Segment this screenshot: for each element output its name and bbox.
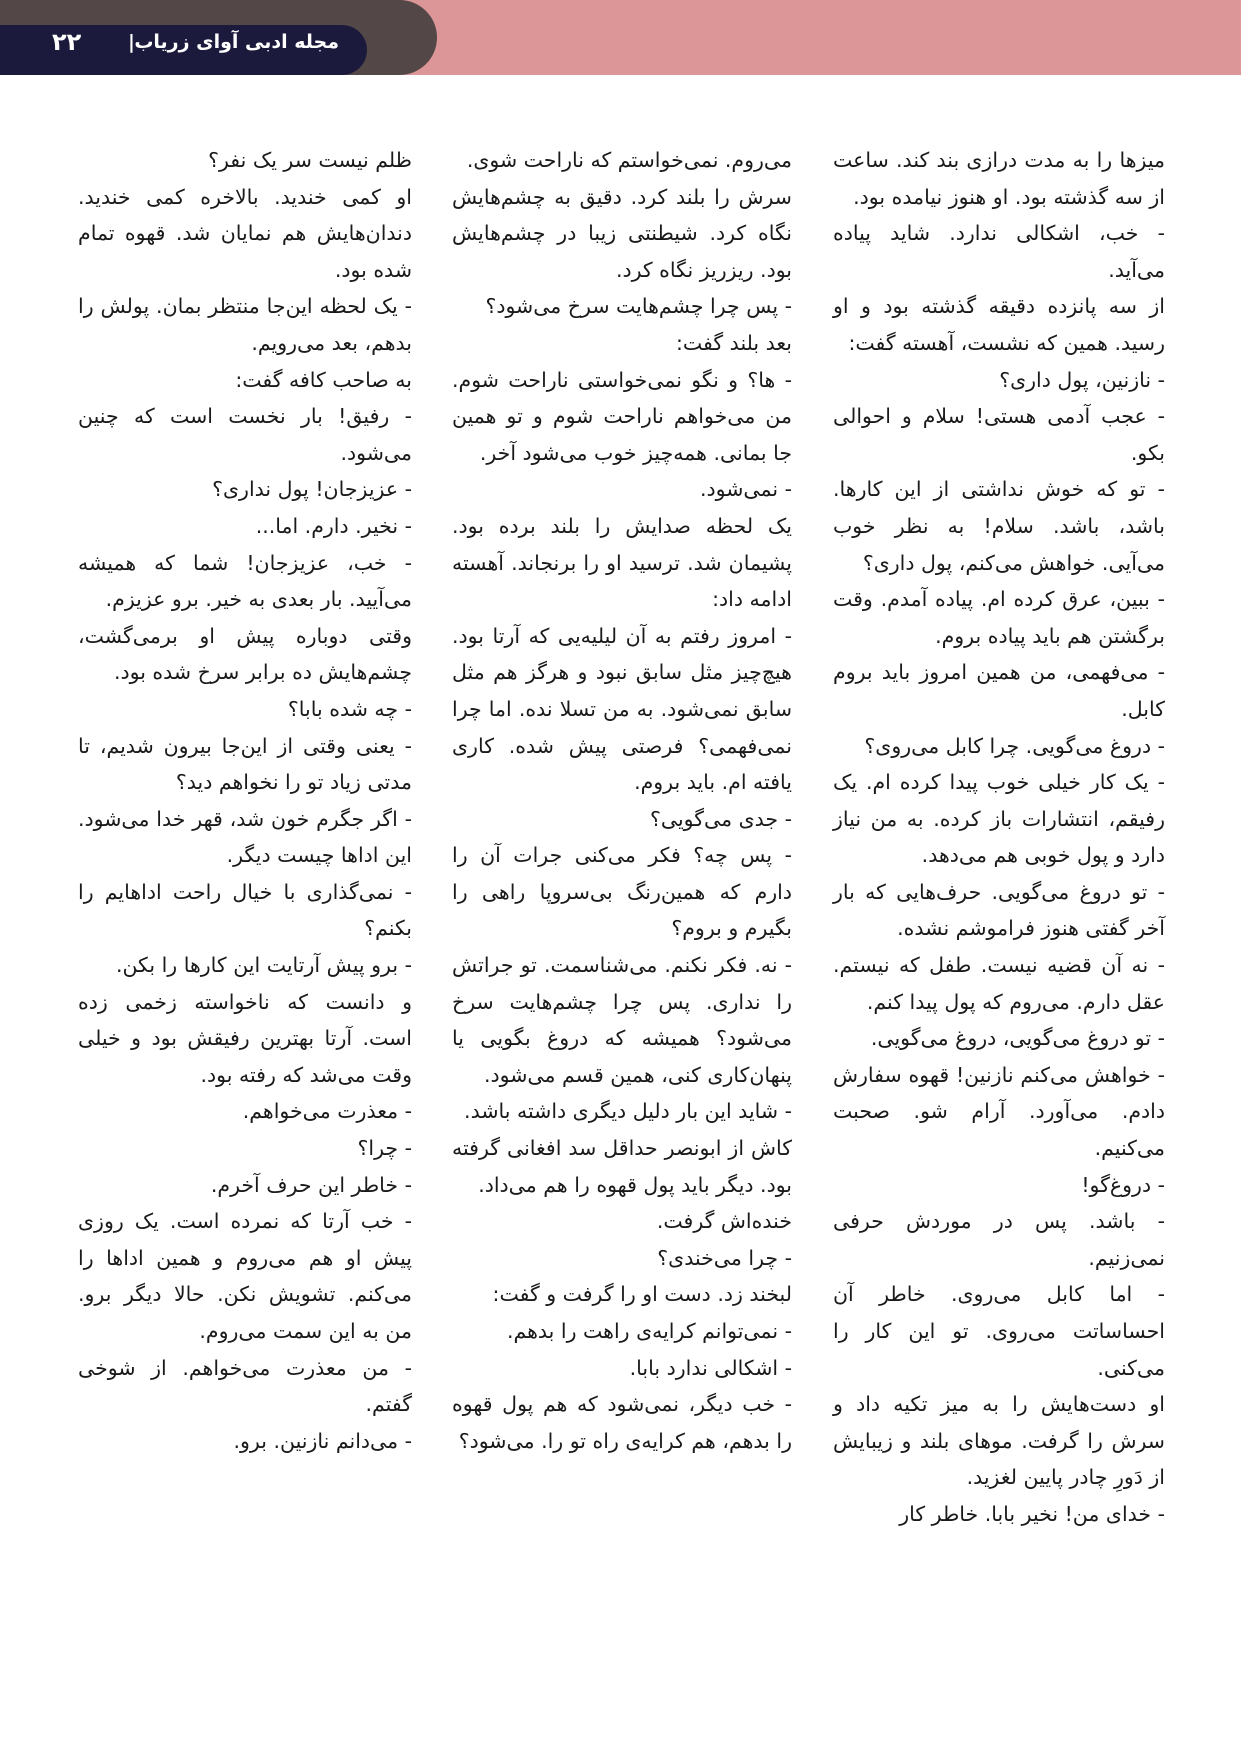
paragraph: - عزیزجان! پول نداری؟	[212, 477, 412, 502]
paragraph: - خب دیگر، نمی‌شود که هم پول قهوه را بدهم، هم کرایه‌ی راه تو را. می‌شود؟	[452, 1392, 792, 1453]
paragraph: - برو پیش آرتایت این کارها را بکن.	[115, 953, 412, 978]
paragraph: - یک کار خیلی خوب پیدا کرده ام. یک رفیقم، انتشارات باز کرده. به من نیاز دارد و پول خوبی هم می‌دهد.	[833, 770, 1165, 868]
paragraph: - خدای من! نخیر بابا. خاطر کار	[899, 1501, 1165, 1526]
paragraph: - جدی می‌گویی؟	[650, 806, 792, 831]
paragraph: - پس چه؟ فکر می‌کنی جرات آن را دارم که همین‌رنگ بی‌سروپا راهی را بگیرم و بروم؟	[452, 843, 792, 941]
paragraph: - ببین، عرق کرده ام. پیاده آمدم. وقت برگشتن هم باید پیاده بروم.	[833, 587, 1165, 648]
paragraph: کاش از ابونصر حداقل سد افغانی گرفته بود. دیگر باید پول قهوه را هم می‌داد.	[452, 1136, 792, 1197]
paragraph: - چرا می‌خندی؟	[657, 1245, 792, 1270]
paragraph: - تو که خوش نداشتی از این کارها. باشد، باشد. سلام! به نظر خوب می‌آیی. خواهش می‌کنم، پول داری؟	[833, 477, 1165, 575]
paragraph: - اگر جگرم خون شد، قهر خدا می‌شود. این اداها چیست دیگر.	[78, 806, 412, 868]
paragraph: - نمی‌گذاری با خیال راحت اداهایم را بکنم؟	[78, 879, 412, 941]
paragraph: و دانست که ناخواسته زخمی زده است. آرتا بهترین رفیقش بود و خیلی وقت می‌شد که رفته بود.	[78, 989, 412, 1087]
paragraph: لبخند زد. دست او را گرفت و گفت:	[492, 1282, 792, 1307]
header-separator: |	[128, 31, 135, 53]
paragraph: - دروغ‌گو!	[1081, 1172, 1165, 1197]
paragraph: یک لحظه صدایش را بلند برده بود. پشیمان شد. ترسید او را برنجاند. آهسته ادامه داد:	[452, 513, 792, 612]
paragraph: - پس چرا چشم‌هایت سرخ می‌شود؟	[485, 294, 792, 319]
paragraph: - شاید این بار دلیل دیگری داشته باشد.	[464, 1099, 792, 1124]
paragraph: - نازنین، پول داری؟	[999, 367, 1165, 392]
paragraph: - یک لحظه این‌جا منتظر بمان. پولش را بدهم، بعد می‌رویم.	[78, 294, 412, 355]
paragraph: - می‌دانم نازنین. برو.	[233, 1428, 412, 1453]
paragraph: - اما کابل می‌روی. خاطر آن احساساتت می‌روی. تو این کار را می‌کنی.	[833, 1282, 1165, 1380]
paragraph: بعد بلند گفت:	[676, 330, 792, 355]
paragraph: ظلم نیست سر یک نفر؟	[208, 148, 412, 172]
paragraph: - نه. فکر نکنم. می‌شناسمت. تو جراتش را نداری. پس چرا چشم‌هایت سرخ می‌شود؟ همیشه که دروغ بگویی یا پنهان‌کاری کنی، همین قسم می‌شود.	[452, 953, 792, 1087]
paragraph: خنده‌اش گرفت.	[656, 1209, 792, 1234]
paragraph: - یعنی وقتی از این‌جا بیرون شدیم، تا مدتی زیاد تو را نخواهم دید؟	[78, 733, 412, 795]
paragraph: میزها را به مدت درازی بند کند. ساعت از سه گذشته بود. او هنوز نیامده بود.	[833, 148, 1165, 209]
paragraph: - عجب آدمی هستی! سلام و احوالی بکو.	[833, 404, 1165, 465]
paragraph: می‌روم. نمی‌خواستم که ناراحت شوی.	[466, 148, 792, 172]
magazine-title: مجله ادبی آوای زریاب	[134, 31, 339, 53]
paragraph: وقتی دوباره پیش او برمی‌گشت، چشم‌هایش ده برابر سرخ شده بود.	[78, 623, 412, 685]
paragraph: - چه شده بابا؟	[287, 696, 412, 721]
paragraph: - می‌فهمی، من همین امروز باید بروم کابل.	[833, 660, 1165, 721]
paragraph: - خب آرتا که نمرده است. یک روزی پیش او هم می‌روم و همین اداها را می‌کنم. تشویش نکن. حالا دیگر برو. من به این سمت می‌روم.	[78, 1209, 412, 1343]
paragraph: - معذرت می‌خواهم.	[242, 1099, 412, 1124]
paragraph: - نمی‌شود.	[700, 477, 792, 502]
paragraph: از سه پانزده دقیقه گذشته بود و او رسید. همین که نشست، آهسته گفت:	[833, 294, 1165, 355]
text-column-left	[78, 142, 412, 1459]
paragraph: - نخیر. دارم. اما...	[255, 513, 412, 538]
paragraph: - امروز رفتم به آن لیلیه‌یی که آرتا بود. هیچ‌چیز مثل سابق نبود و هرگز هم مثل سابق نمی‌شود. به من تسلا نده. اما چرا نمی‌فهمی؟ فرصتی پیش شده. کاری یافته ام. باید بروم.	[452, 623, 792, 795]
paragraph: - من معذرت می‌خواهم. از شوخی گفتم.	[78, 1355, 412, 1417]
paragraph: - ها؟ و نگو نمی‌خواستی ناراحت شوم. من می‌خواهم ناراحت شوم و تو همین جا بمانی. همه‌چیز خوب می‌شود آخر.	[452, 367, 792, 465]
paragraph: به صاحب کافه گفت:	[235, 367, 412, 392]
paragraph: - نمی‌توانم کرایه‌ی راهت را بدهم.	[506, 1319, 792, 1343]
page-number: ۲۲	[52, 28, 82, 56]
paragraph: - تو دروغ می‌گویی. حرف‌هایی که بار آخر گفتی هنوز فراموشم نشده.	[833, 879, 1165, 941]
paragraph: - خاطر این حرف آخرم.	[210, 1172, 412, 1197]
paragraph: او کمی خندید. بالاخره کمی خندید. دندان‌هایش هم نمایان شد. قهوه تمام شده بود.	[78, 184, 412, 282]
paragraph: - نه آن قضیه نیست. طفل که نیستم. عقل دارم. می‌روم که پول پیدا کنم.	[833, 953, 1165, 1014]
paragraph: - دروغ می‌گویی. چرا کابل می‌روی؟	[864, 733, 1165, 758]
paragraph: - خب، اشکالی ندارد. شاید پیاده می‌آید.	[833, 221, 1165, 282]
text-column-middle	[452, 142, 792, 1459]
paragraph: - خب، عزیزجان! شما که همیشه می‌آیید. بار بعدی به خیر. برو عزیزم.	[78, 550, 412, 612]
paragraph: - اشکالی ندارد بابا.	[629, 1355, 792, 1380]
text-column-right	[833, 142, 1165, 1533]
paragraph: - خواهش می‌کنم نازنین! قهوه سفارش دادم. می‌آورد. آرام شو. صحبت می‌کنیم.	[833, 1062, 1165, 1161]
paragraph: - تو دروغ می‌گویی، دروغ می‌گویی.	[870, 1026, 1165, 1051]
paragraph: - باشد. پس در موردش حرفی نمی‌زنیم.	[833, 1209, 1165, 1270]
paragraph: او دست‌هایش را به میز تکیه داد و سرش را گرفت. موهای بلند و زیبایش از دَورِ چادر پایین لغزید.	[833, 1392, 1165, 1490]
paragraph: - رفیق! بار نخست است که چنین می‌شود.	[78, 404, 412, 465]
header-title-bar	[0, 25, 367, 75]
paragraph: سرش را بلند کرد. دقیق به چشم‌هایش نگاه کرد. شیطنتی زیبا در چشم‌هایش بود. ریزریز نگاه کرد.	[452, 184, 792, 282]
paragraph: - چرا؟	[357, 1136, 412, 1161]
